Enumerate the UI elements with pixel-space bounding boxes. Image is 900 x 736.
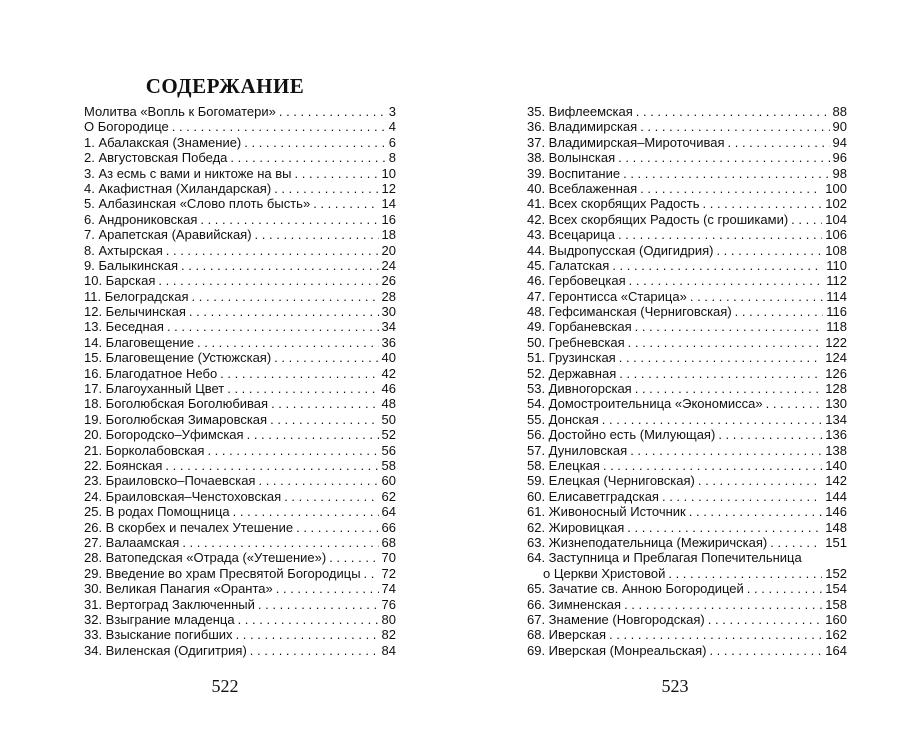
toc-entry-title: 45. Галатская xyxy=(527,257,610,273)
toc-entry-page: 102 xyxy=(825,196,847,212)
dot-leader xyxy=(255,227,379,242)
dot-leader xyxy=(635,381,823,396)
dot-leader xyxy=(197,335,379,350)
toc-entry-title: 42. Всех скорбящих Радость (с грошиками) xyxy=(527,211,789,227)
dot-leader xyxy=(274,350,378,365)
dot-leader xyxy=(189,304,379,319)
toc-entry-title: 24. Браиловская–Ченстоховская xyxy=(84,488,282,504)
toc-entry-page: 106 xyxy=(825,227,847,243)
dot-leader xyxy=(200,212,378,227)
dot-leader xyxy=(630,443,822,458)
toc-entry xyxy=(84,150,396,165)
toc-entry-title: 56. Достойно есть (Милующая) xyxy=(527,427,716,443)
toc-entry-page: 146 xyxy=(825,504,847,520)
toc-entry-page: 160 xyxy=(825,611,847,627)
toc-entry-title: 18. Боголюбская Боголюбивая xyxy=(84,396,269,412)
toc-entry-page: 52 xyxy=(381,427,396,443)
dot-leader xyxy=(236,627,379,642)
toc-entry-page: 96 xyxy=(832,150,847,166)
dot-leader xyxy=(244,135,386,150)
toc-entry xyxy=(527,289,847,304)
toc-entry-page: 158 xyxy=(825,596,847,612)
toc-entry-title: О Богородице xyxy=(84,119,169,135)
toc-entry xyxy=(84,550,396,565)
dot-leader xyxy=(636,104,830,119)
dot-leader xyxy=(747,581,823,596)
toc-entry-title: 54. Домостроительница «Экономисса» xyxy=(527,396,763,412)
dot-leader xyxy=(624,597,822,612)
toc-entry-page: 76 xyxy=(381,596,396,612)
toc-entry xyxy=(527,473,847,488)
toc-entry-title: 28. Ватопедская «Отрада («Утешение») xyxy=(84,550,327,566)
toc-entry-page: 144 xyxy=(825,488,847,504)
toc-entry xyxy=(527,135,847,150)
dot-leader xyxy=(698,473,822,488)
toc-entry xyxy=(527,581,847,596)
toc-entry-title: 39. Воспитание xyxy=(527,165,621,181)
dot-leader xyxy=(770,535,822,550)
toc-entry-title: 2. Августовская Победа xyxy=(84,150,228,166)
toc-entry-title: 67. Знамение (Новгородская) xyxy=(527,611,705,627)
dot-leader xyxy=(172,119,386,134)
toc-entry-title: 68. Иверская xyxy=(527,627,606,643)
dot-leader xyxy=(640,119,829,134)
toc-entry-page: 40 xyxy=(381,350,396,366)
toc-entry-title: 61. Живоносный Источник xyxy=(527,504,686,520)
dot-leader xyxy=(247,427,379,442)
toc-entry xyxy=(527,196,847,211)
dot-leader xyxy=(329,550,378,565)
toc-entry-title: 30. Великая Панагия «Оранта» xyxy=(84,581,273,597)
dot-leader xyxy=(603,458,822,473)
toc-entry-page: 84 xyxy=(381,642,396,658)
toc-entry-title: 7. Арапетская (Аравийская) xyxy=(84,227,252,243)
toc-entry xyxy=(84,119,396,134)
toc-entry-page: 124 xyxy=(825,350,847,366)
toc-entry-page: 118 xyxy=(826,319,847,335)
toc-entry-title: 47. Геронтисса «Старица» xyxy=(527,288,687,304)
dot-leader xyxy=(612,258,823,273)
toc-entry-title: 43. Всецарица xyxy=(527,227,615,243)
toc-entry-page: 128 xyxy=(825,381,847,397)
dot-leader xyxy=(629,273,824,288)
toc-entry-page: 28 xyxy=(381,288,396,304)
toc-entry-title: 29. Введение во храм Пресвятой Богородицы xyxy=(84,565,361,581)
toc-entry-page: 151 xyxy=(825,534,847,550)
toc-entry xyxy=(84,597,396,612)
dot-leader xyxy=(735,304,824,319)
dot-leader xyxy=(668,566,822,581)
toc-entry-page: 116 xyxy=(826,304,847,320)
dot-leader xyxy=(728,135,830,150)
toc-entry xyxy=(84,504,396,519)
toc-entry xyxy=(84,319,396,334)
toc-entry xyxy=(84,350,396,365)
toc-entry-page: 88 xyxy=(832,104,847,119)
toc-entry-title: 55. Донская xyxy=(527,411,599,427)
dot-leader xyxy=(716,243,822,258)
toc-entry-title: 59. Елецкая (Черниговская) xyxy=(527,473,695,489)
toc-entry-title: 51. Грузинская xyxy=(527,350,616,366)
toc-entry-title: Молитва «Вопль к Богоматери» xyxy=(84,104,276,119)
toc-entry-title: 13. Беседная xyxy=(84,319,164,335)
toc-entry xyxy=(527,350,847,365)
toc-entry-title: 57. Дуниловская xyxy=(527,442,628,458)
toc-entry-title: 36. Владимирская xyxy=(527,119,638,135)
dot-leader xyxy=(689,504,823,519)
toc-entry-page: 12 xyxy=(381,180,396,196)
toc-entry-page: 98 xyxy=(832,165,847,181)
toc-entry-title: 34. Виленская (Одигитрия) xyxy=(84,642,247,658)
toc-entry-page: 134 xyxy=(825,411,847,427)
toc-entry-title: 49. Горбаневская xyxy=(527,319,632,335)
toc-entry xyxy=(527,181,847,196)
toc-entry-page: 122 xyxy=(825,334,847,350)
dot-leader xyxy=(167,319,379,334)
toc-entry-title: 62. Жировицкая xyxy=(527,519,625,535)
toc-entry-page: 18 xyxy=(381,227,396,243)
toc-entry-page: 46 xyxy=(381,381,396,397)
dot-leader xyxy=(619,366,822,381)
toc-entry xyxy=(84,473,396,488)
toc-entry xyxy=(527,550,847,581)
toc-entry-page: 108 xyxy=(825,242,847,258)
dot-leader xyxy=(250,643,379,658)
toc-entry xyxy=(527,335,847,350)
toc-entry-page: 136 xyxy=(825,427,847,443)
toc-entry-page: 104 xyxy=(825,211,847,227)
toc-entry-title: 48. Гефсиманская (Черниговская) xyxy=(527,304,732,320)
toc-entry xyxy=(527,520,847,535)
dot-leader xyxy=(279,104,386,119)
toc-entry xyxy=(84,581,396,596)
page-title: СОДЕРЖАНИЕ xyxy=(145,74,305,98)
toc-entry xyxy=(84,535,396,550)
toc-entry-page: 68 xyxy=(381,534,396,550)
toc-entry xyxy=(84,520,396,535)
toc-entry xyxy=(527,212,847,227)
toc-entry-page: 8 xyxy=(388,150,396,166)
toc-list-left xyxy=(84,104,396,658)
dot-leader xyxy=(165,458,378,473)
toc-entry-title: 25. В родах Помощница xyxy=(84,504,230,520)
toc-entry-page: 26 xyxy=(381,273,396,289)
dot-leader xyxy=(182,535,378,550)
dot-leader xyxy=(635,319,824,334)
toc-entry-page: 66 xyxy=(381,519,396,535)
toc-entry-page: 154 xyxy=(825,581,847,597)
dot-leader xyxy=(227,381,378,396)
toc-entry-title: 38. Волынская xyxy=(527,150,616,166)
toc-entry xyxy=(84,135,396,150)
toc-entry-page: 162 xyxy=(825,627,847,643)
toc-entry-title: 19. Боголюбская Зимаровская xyxy=(84,411,268,427)
toc-entry xyxy=(84,335,396,350)
dot-leader xyxy=(364,566,379,581)
toc-entry xyxy=(84,366,396,381)
toc-entry xyxy=(84,396,396,411)
toc-entry-page: 30 xyxy=(381,304,396,320)
toc-entry-page: 140 xyxy=(825,457,847,473)
toc-entry-title: 41. Всех скорбящих Радость xyxy=(527,196,700,212)
toc-entry-page: 16 xyxy=(381,211,396,227)
toc-entry-page: 130 xyxy=(825,396,847,412)
toc-entry-title: 31. Вертоград Заключенный xyxy=(84,596,255,612)
toc-entry-title: 46. Гербовецкая xyxy=(527,273,626,289)
dot-leader xyxy=(274,181,378,196)
toc-entry xyxy=(527,227,847,242)
toc-entry-title: 6. Андрониковская xyxy=(84,211,198,227)
toc-entry xyxy=(527,443,847,458)
toc-entry-title: 53. Дивногорская xyxy=(527,381,632,397)
toc-entry xyxy=(527,612,847,627)
toc-entry-page: 94 xyxy=(832,134,847,150)
toc-entry-title-continued: о Церкви Христовой xyxy=(543,565,666,581)
toc-entry-page: 114 xyxy=(826,288,847,304)
toc-entry xyxy=(527,643,847,658)
toc-entry-page: 152 xyxy=(825,565,847,581)
toc-entry xyxy=(527,412,847,427)
toc-entry-page: 100 xyxy=(825,180,847,196)
toc-entry-page: 60 xyxy=(381,473,396,489)
toc-entry xyxy=(527,396,847,411)
toc-entry-title: 37. Владимирская–Мироточивая xyxy=(527,134,725,150)
toc-entry-title: 9. Балыкинская xyxy=(84,257,179,273)
page-number-right: 523 xyxy=(661,676,689,696)
toc-entry-page: 72 xyxy=(381,565,396,581)
dot-leader xyxy=(709,643,822,658)
toc-entry-title: 23. Браиловско–Почаевская xyxy=(84,473,256,489)
toc-entry-page: 3 xyxy=(388,104,396,119)
dot-leader xyxy=(791,212,822,227)
dot-leader xyxy=(623,166,829,181)
toc-entry-page: 50 xyxy=(381,411,396,427)
toc-entry-page: 112 xyxy=(826,273,847,289)
toc-entry-title: 52. Державная xyxy=(527,365,617,381)
toc-entry xyxy=(84,489,396,504)
toc-entry-title: 69. Иверская (Монреальская) xyxy=(527,642,707,658)
toc-entry xyxy=(527,104,847,119)
toc-entry-page: 4 xyxy=(388,119,396,135)
toc-entry-title: 44. Выдропусская (Одигидрия) xyxy=(527,242,714,258)
dot-leader xyxy=(662,489,822,504)
dot-leader xyxy=(192,289,379,304)
dot-leader xyxy=(618,150,829,165)
toc-entry-page: 36 xyxy=(381,334,396,350)
toc-entry xyxy=(84,243,396,258)
toc-entry xyxy=(527,381,847,396)
toc-entry xyxy=(84,289,396,304)
toc-entry xyxy=(84,627,396,642)
toc-entry-page: 138 xyxy=(825,442,847,458)
dot-leader xyxy=(166,243,379,258)
dot-leader xyxy=(766,396,823,411)
toc-entry xyxy=(84,273,396,288)
toc-entry xyxy=(527,458,847,473)
toc-entry-title: 8. Ахтырская xyxy=(84,242,163,258)
dot-leader xyxy=(708,612,823,627)
toc-list-right xyxy=(527,104,847,658)
dot-leader xyxy=(181,258,379,273)
toc-entry-page: 48 xyxy=(381,396,396,412)
dot-leader xyxy=(207,443,378,458)
toc-entry-page: 62 xyxy=(381,488,396,504)
toc-entry xyxy=(84,381,396,396)
toc-entry xyxy=(527,489,847,504)
toc-entry-page: 142 xyxy=(825,473,847,489)
toc-entry-page: 82 xyxy=(381,627,396,643)
toc-entry xyxy=(527,166,847,181)
dot-leader xyxy=(628,335,823,350)
dot-leader xyxy=(271,396,378,411)
toc-entry xyxy=(527,597,847,612)
toc-entry-title: 50. Гребневская xyxy=(527,334,625,350)
toc-entry-page: 164 xyxy=(825,642,847,658)
toc-entry-title: 35. Вифлеемская xyxy=(527,104,633,119)
dot-leader xyxy=(602,412,823,427)
dot-leader xyxy=(158,273,378,288)
dot-leader xyxy=(230,150,385,165)
dot-leader xyxy=(296,520,378,535)
toc-entry-page: 20 xyxy=(381,242,396,258)
toc-entry-title: 11. Белоградская xyxy=(84,288,189,304)
toc-entry xyxy=(527,150,847,165)
dot-leader xyxy=(295,166,379,181)
dot-leader xyxy=(640,181,822,196)
toc-entry xyxy=(84,443,396,458)
dot-leader xyxy=(690,289,823,304)
toc-entry xyxy=(527,319,847,334)
toc-entry xyxy=(84,612,396,627)
toc-entry-title: 15. Благовещение (Устюжская) xyxy=(84,350,272,366)
toc-entry-page: 126 xyxy=(825,365,847,381)
toc-entry xyxy=(527,119,847,134)
dot-leader xyxy=(258,597,379,612)
toc-entry-title: 5. Албазинская «Слово плоть бысть» xyxy=(84,196,311,212)
dot-leader xyxy=(220,366,378,381)
dot-leader xyxy=(284,489,378,504)
toc-entry-title: 63. Жизнеподательница (Межиричская) xyxy=(527,534,768,550)
dot-leader xyxy=(609,627,822,642)
toc-entry xyxy=(527,427,847,442)
toc-entry xyxy=(527,304,847,319)
toc-entry-title: 1. Абалакская (Знамение) xyxy=(84,134,242,150)
toc-entry-page: 74 xyxy=(381,581,396,597)
toc-entry xyxy=(84,166,396,181)
toc-entry xyxy=(527,273,847,288)
toc-entry xyxy=(84,304,396,319)
dot-leader xyxy=(718,427,822,442)
toc-entry-title: 26. В скорбех и печалех Утешение xyxy=(84,519,294,535)
toc-entry-title: 14. Благовещение xyxy=(84,334,195,350)
toc-entry-title: 60. Елисаветградская xyxy=(527,488,659,504)
toc-entry-title: 3. Аз есмь с вами и никтоже на вы xyxy=(84,165,292,181)
toc-entry-page: 148 xyxy=(825,519,847,535)
toc-entry xyxy=(84,458,396,473)
toc-entry-title: 65. Зачатие св. Анною Богородицей xyxy=(527,581,744,597)
dot-leader xyxy=(313,196,378,211)
toc-entry xyxy=(84,212,396,227)
toc-entry-title: 12. Белычинская xyxy=(84,304,186,320)
toc-entry-page: 24 xyxy=(381,257,396,273)
toc-entry-title: 20. Богородско–Уфимская xyxy=(84,427,244,443)
toc-entry-page: 80 xyxy=(381,611,396,627)
toc-entry-title: 4. Акафистная (Хиландарская) xyxy=(84,180,272,196)
toc-entry-page: 34 xyxy=(381,319,396,335)
toc-entry xyxy=(527,504,847,519)
dot-leader xyxy=(238,612,379,627)
toc-entry-title: 58. Елецкая xyxy=(527,457,600,473)
dot-leader xyxy=(233,504,379,519)
toc-entry xyxy=(527,535,847,550)
toc-entry xyxy=(84,196,396,211)
toc-entry-page: 58 xyxy=(381,457,396,473)
toc-entry xyxy=(84,427,396,442)
toc-entry-title: 22. Боянская xyxy=(84,457,163,473)
toc-entry-page: 56 xyxy=(381,442,396,458)
toc-entry-page: 90 xyxy=(832,119,847,135)
toc-entry-title: 40. Всеблаженная xyxy=(527,180,638,196)
toc-entry-title: 66. Зимненская xyxy=(527,596,622,612)
toc-entry xyxy=(527,258,847,273)
toc-entry-page: 42 xyxy=(381,365,396,381)
page-number-left: 522 xyxy=(211,676,239,696)
dot-leader xyxy=(258,473,378,488)
toc-entry-title: 16. Благодатное Небо xyxy=(84,365,218,381)
right-page xyxy=(450,0,900,736)
toc-entry-title: 33. Взыскание погибших xyxy=(84,627,233,643)
toc-entry xyxy=(527,366,847,381)
toc-entry xyxy=(84,643,396,658)
toc-entry xyxy=(84,227,396,242)
toc-entry xyxy=(84,258,396,273)
dot-leader xyxy=(618,227,822,242)
toc-entry xyxy=(527,243,847,258)
toc-entry xyxy=(84,566,396,581)
dot-leader xyxy=(703,196,823,211)
toc-entry-title: 27. Валаамская xyxy=(84,534,180,550)
toc-entry-page: 14 xyxy=(381,196,396,212)
toc-entry-title: 32. Взыграние младенца xyxy=(84,611,235,627)
toc-entry-page: 110 xyxy=(826,257,847,273)
dot-leader xyxy=(619,350,823,365)
toc-entry-page: 70 xyxy=(381,550,396,566)
dot-leader xyxy=(276,581,379,596)
toc-entry-title: 17. Благоуханный Цвет xyxy=(84,381,225,397)
dot-leader xyxy=(627,520,822,535)
toc-entry xyxy=(84,412,396,427)
toc-entry-page: 64 xyxy=(381,504,396,520)
toc-entry-title: 10. Барская xyxy=(84,273,156,289)
toc-entry-page: 10 xyxy=(381,165,396,181)
toc-entry-page: 6 xyxy=(388,134,396,150)
toc-entry xyxy=(84,104,396,119)
dot-leader xyxy=(270,412,378,427)
toc-entry-title: 64. Заступница и Преблагая Попечительница xyxy=(527,550,802,566)
toc-entry-title: 21. Борколабовская xyxy=(84,442,205,458)
toc-entry xyxy=(84,181,396,196)
toc-entry xyxy=(527,627,847,642)
